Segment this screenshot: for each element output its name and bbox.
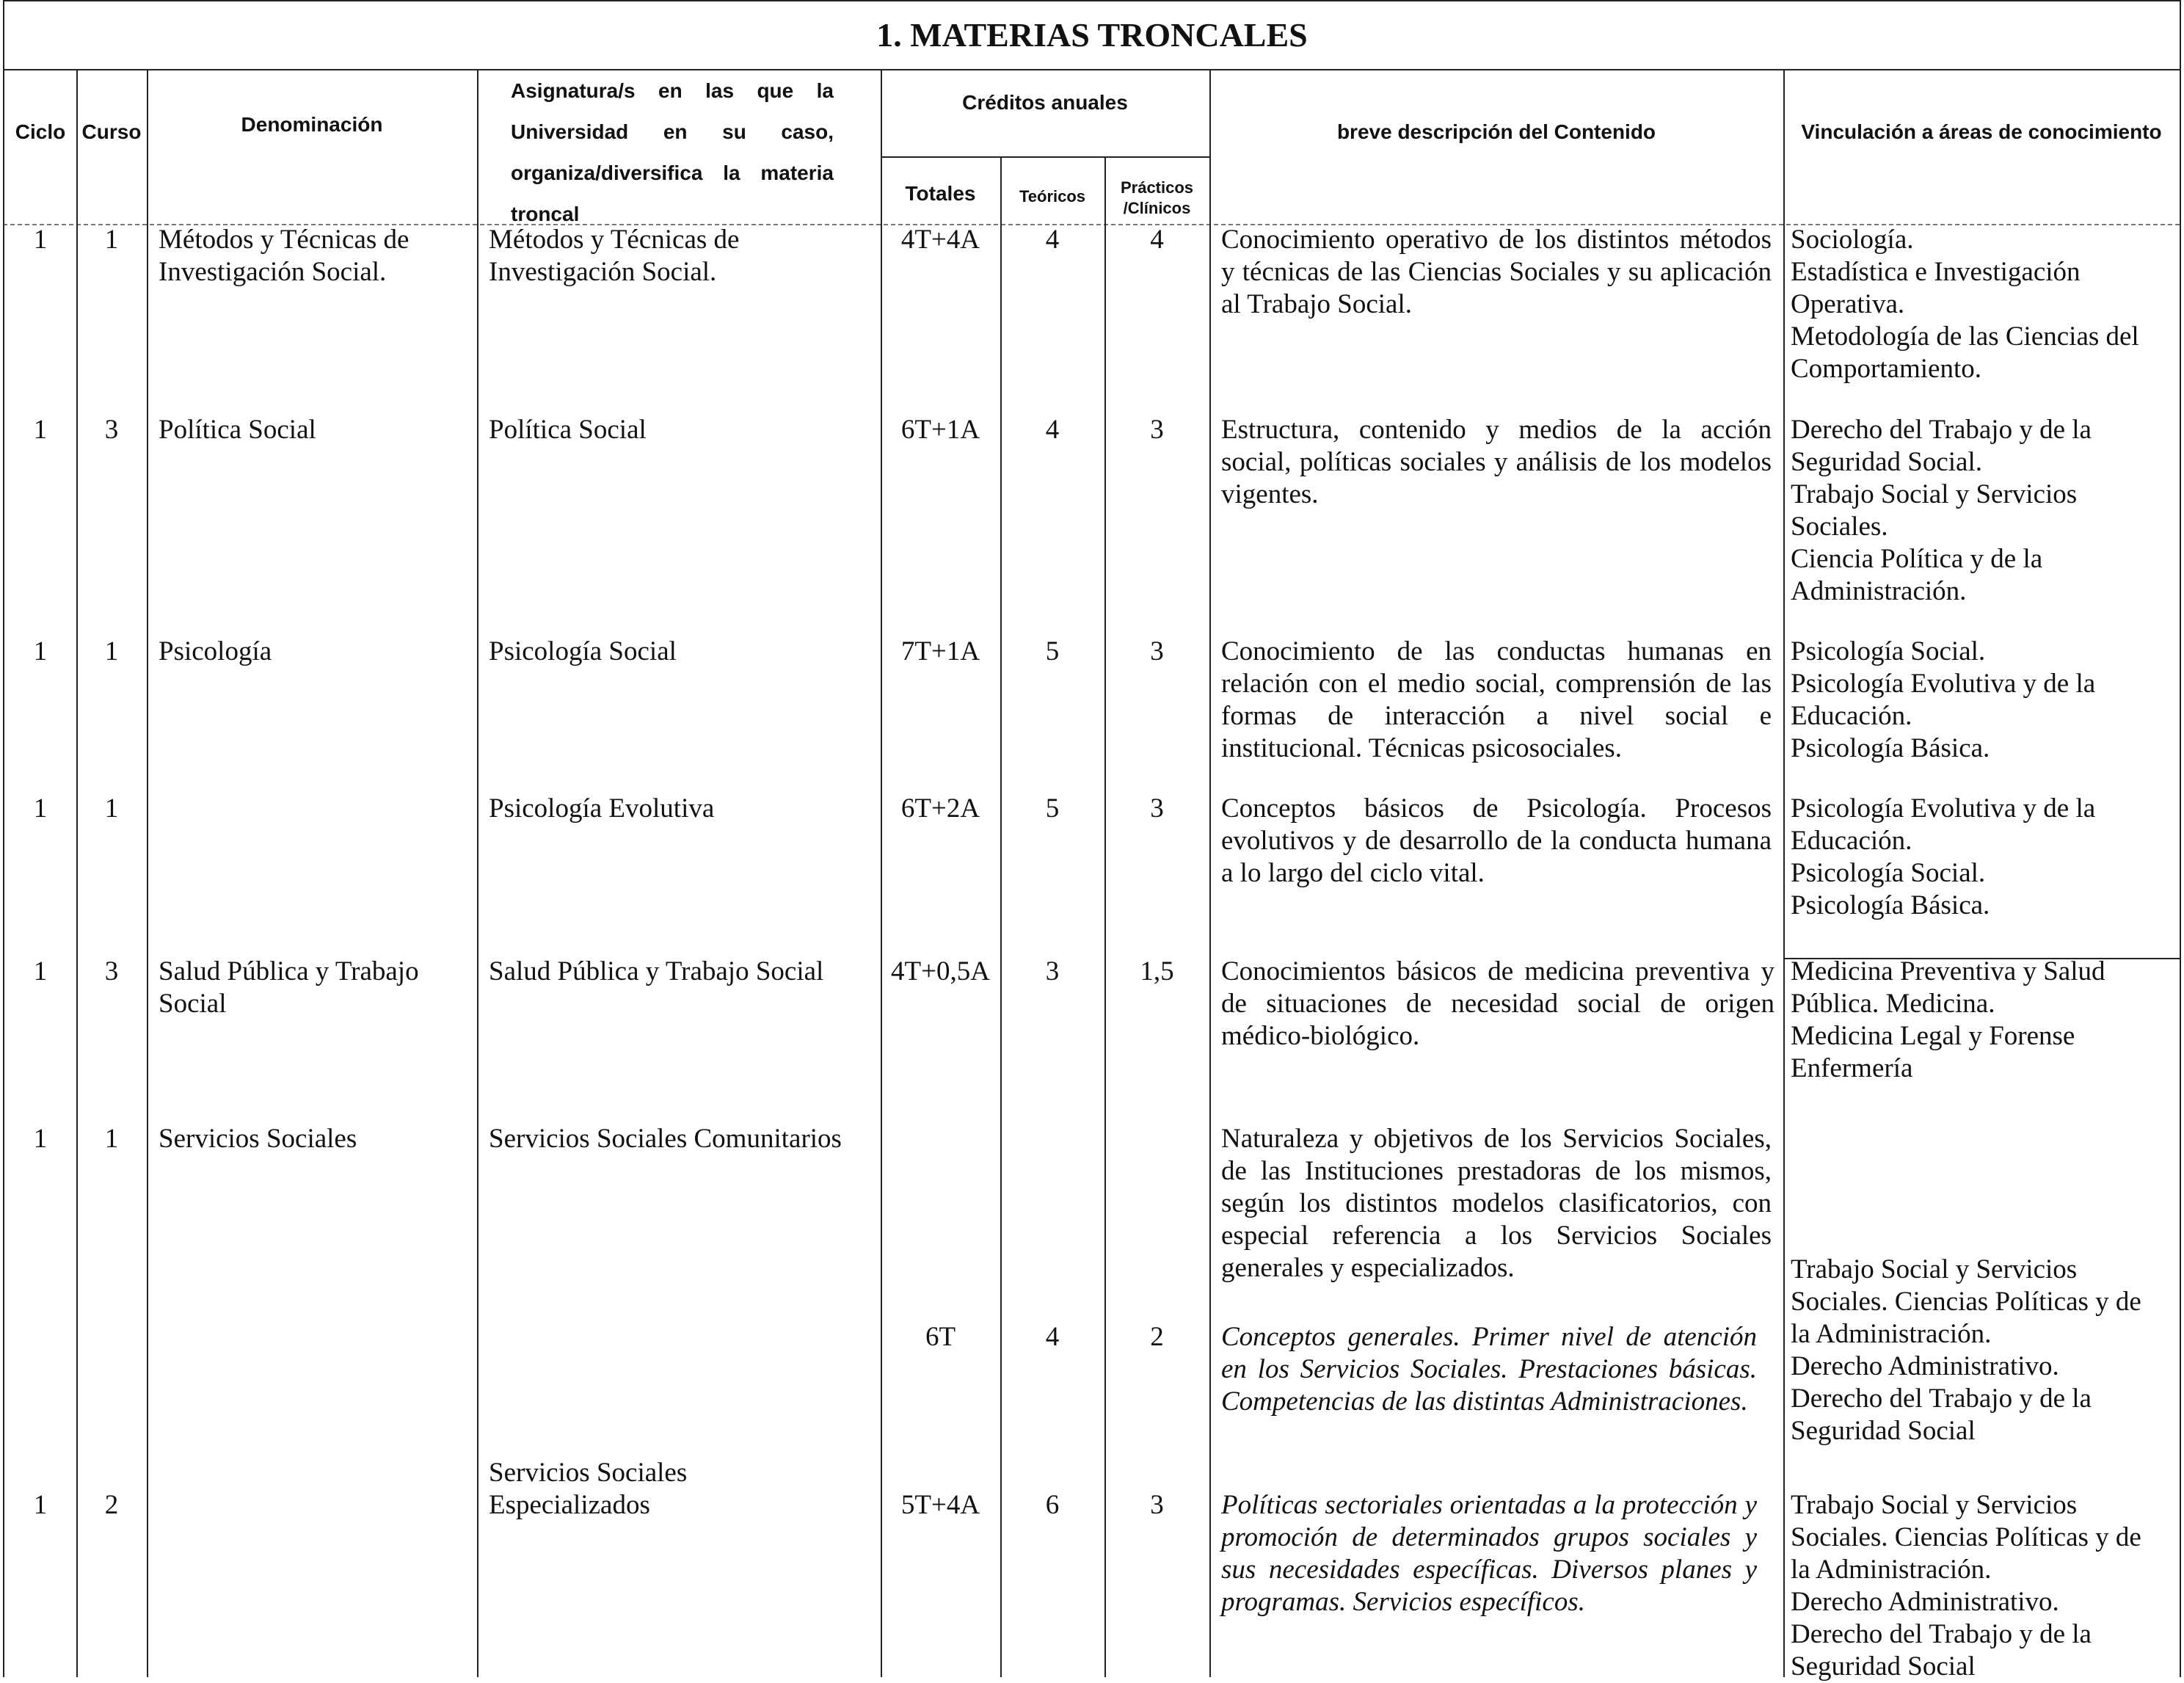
cell-curso: 3 [104,956,119,986]
cell-practicos: 3 [1150,1490,1164,1520]
cell-practicos: 4 [1150,225,1164,255]
header-totales: Totales [905,182,976,205]
cell-ciclo: 1 [33,415,48,445]
cell-totales: 6T+1A [900,415,980,445]
cell-descripcion: Políticas sectoriales orientadas a la protección y promoción de determinados grupos sociales y sus necesidades específicas. Diversos planes y programas. Servicios específicos. [1221,1490,1757,1617]
vinculacion-line: Derecho Administrativo. [1791,1587,2059,1617]
vinculacion-line: Ciencia Política y de la [1791,544,2043,574]
vinculacion-line: la Administración. [1791,1319,1992,1349]
cell-practicos: 3 [1150,793,1164,824]
cell-asignatura: Política Social [489,415,647,445]
cell-ciclo: 1 [33,956,48,986]
cell-totales: 6T+2A [900,793,980,824]
cell-vinculacion [1791,956,2105,1085]
cell-ciclo: 1 [33,1124,48,1154]
cell-practicos: 3 [1150,415,1164,445]
cell-denominacion: Servicios Sociales [159,1124,357,1154]
vinculacion-line: Administración. [1791,576,1967,606]
cell-asignatura: Psicología Evolutiva [489,793,715,824]
col-sep-asignatura [881,69,882,1677]
header-vinculacion: Vinculación a áreas de conocimiento [1801,120,2162,143]
cell-totales: 4T+4A [900,225,980,255]
cell-curso: 1 [104,793,119,824]
cell-curso: 2 [104,1490,119,1520]
header-teoricos: Teóricos [1019,187,1086,206]
cell-curso: 1 [104,225,119,255]
cell-teoricos: 4 [1045,1322,1060,1352]
col-sep-denominacion [477,69,478,1677]
col-sep-practicos [1209,69,1211,1677]
col-sep-descripcion [1783,69,1785,1677]
header-creditos: Créditos anuales [962,91,1128,114]
vinculacion-line: Sociales. Ciencias Políticas y de [1791,1522,2141,1552]
cell-vinculacion [1791,1254,2141,1447]
vinculacion-line: Enfermería [1791,1053,1913,1083]
page-title: 1. MATERIAS TRONCALES [876,16,1308,54]
cell-vinculacion [1791,1489,2141,1683]
cell-asignatura: Servicios Sociales Comunitarios [489,1124,842,1154]
vinculacion-line: Psicología Evolutiva y de la [1791,669,2096,699]
col-sep-teoricos [1104,156,1106,1677]
cell-descripcion: Conceptos generales. Primer nivel de atención en los Servicios Sociales. Prestaciones básicas. Competencias de las distintas Administraciones. [1221,1322,1757,1417]
cell-ciclo: 1 [33,225,48,255]
cell-ciclo: 1 [33,636,48,666]
vinculacion-line: Sociales. [1791,512,1888,542]
cell-teoricos: 5 [1045,636,1060,666]
vinculacion-line: Derecho del Trabajo y de la [1791,1384,2092,1414]
vinculacion-line: Estadística e Investigación [1791,257,2081,287]
cell-practicos: 2 [1150,1322,1164,1352]
cell-practicos: 3 [1150,636,1164,666]
top-border [3,0,2180,1]
cell-asignatura: Métodos y Técnicas de Investigación Social. [489,225,740,287]
vinculacion-line: Medicina Preventiva y Salud [1791,956,2105,986]
cell-teoricos: 3 [1045,956,1060,986]
header-denominacion: Denominación [241,113,383,136]
title-divider [3,69,2180,70]
cell-vinculacion [1791,224,2139,385]
cell-totales: 4T+0,5A [891,956,990,986]
cell-totales: 6T [925,1322,956,1352]
vinculacion-line: Derecho del Trabajo y de la [1791,1619,2092,1649]
header-practicos: Prácticos /Clínicos [1120,178,1194,217]
vinculacion-line: Trabajo Social y Servicios [1791,479,2078,509]
cell-descripcion: Conceptos básicos de Psicología. Procesos evolutivos y de desarrollo de la conducta humana a lo largo del ciclo vital. [1221,793,1772,888]
cell-vinculacion [1791,793,2095,922]
vinculacion-line: la Administración. [1791,1555,1992,1585]
vinculacion-line: Trabajo Social y Servicios [1791,1254,2078,1284]
vinculacion-line: Psicología Social. [1791,636,1986,666]
header-curso: Curso [81,120,142,143]
cell-denominacion: Métodos y Técnicas de Investigación Social. [159,225,410,287]
vinculacion-line: Seguridad Social [1791,1416,1976,1446]
cell-vinculacion [1791,636,2095,765]
col-sep-curso [147,69,148,1677]
cell-ciclo: 1 [33,1490,48,1520]
cell-asignatura: Psicología Social [489,636,677,666]
vinculacion-line: Pública. Medicina. [1791,989,1995,1019]
cell-curso: 3 [104,415,119,445]
cell-curso: 1 [104,1124,119,1154]
vinculacion-line: Seguridad Social. [1791,447,1983,477]
right-border [2180,0,2181,1677]
vinculacion-line: Derecho del Trabajo y de la [1791,415,2092,445]
vinculacion-line: Psicología Social. [1791,858,1986,888]
cell-teoricos: 5 [1045,793,1060,824]
vinculacion-line: Psicología Evolutiva y de la [1791,793,2096,824]
vinculacion-line: Medicina Legal y Forense [1791,1021,2075,1051]
cell-practicos: 1,5 [1140,956,1174,986]
cell-ciclo: 1 [33,793,48,824]
vinculacion-line: Operativa. [1791,289,1905,319]
vinculacion-line: Psicología Básica. [1791,733,1990,763]
header-ciclo: Ciclo [15,120,66,143]
vinculacion-line: Psicología Básica. [1791,890,1990,920]
vinculacion-line: Comportamiento. [1791,354,1981,384]
col-sep-totales [1000,156,1002,1677]
vinculacion-line: Sociología. [1791,225,1914,255]
header-asignatura: Asignatura/s en las que la Universidad en su caso, organiza/diversifica la materia troncal [511,79,834,225]
credits-divider [881,156,1209,158]
cell-descripcion: Conocimiento de las conductas humanas en relación con el medio social, comprensión de las formas de interacción a nivel social e institucional. Técnicas psicosociales. [1221,636,1772,763]
cell-denominacion: Salud Pública y Trabajo Social [159,956,419,1019]
cell-curso: 1 [104,636,119,666]
cell-descripcion: Estructura, contenido y medios de la acción social, políticas sociales y análisis de los modelos vigentes. [1221,415,1772,509]
vinculacion-line: Derecho Administrativo. [1791,1351,2059,1381]
cell-totales: 7T+1A [900,636,980,666]
cell-asignatura: Servicios Sociales Especializados [489,1458,688,1520]
vinculacion-line: Sociales. Ciencias Políticas y de [1791,1287,2141,1317]
cell-descripcion: Naturaleza y objetivos de los Servicios Sociales, de las Instituciones prestadoras de los mismos, según los distintos modelos clasificatorios, con especial referencia a los Servicios Sociales generales y especializados. [1221,1124,1772,1283]
cell-descripcion: Conocimiento operativo de los distintos métodos y técnicas de las Ciencias Sociales y su aplicación al Trabajo Social. [1221,225,1772,319]
header-descripcion: breve descripción del Contenido [1336,120,1656,143]
cell-totales: 5T+4A [900,1490,980,1520]
cell-teoricos: 6 [1045,1490,1060,1520]
vinculacion-line: Metodología de las Ciencias del [1791,321,2139,352]
cell-teoricos: 4 [1045,415,1060,445]
vinculacion-line: Educación. [1791,701,1912,731]
cell-vinculacion [1791,414,2092,608]
vinculacion-line: Educación. [1791,826,1912,856]
vinculacion-line: Trabajo Social y Servicios [1791,1490,2078,1520]
cell-denominacion: Psicología [159,636,272,666]
cell-asignatura: Salud Pública y Trabajo Social [489,956,824,986]
cell-denominacion: Política Social [159,415,316,445]
col-sep-ciclo [76,69,78,1677]
cell-descripcion: Conocimientos básicos de medicina preventiva y de situaciones de necesidad social de origen médico-biológico. [1221,956,1774,1051]
vinculacion-line: Seguridad Social [1791,1651,1976,1682]
cell-teoricos: 4 [1045,225,1060,255]
